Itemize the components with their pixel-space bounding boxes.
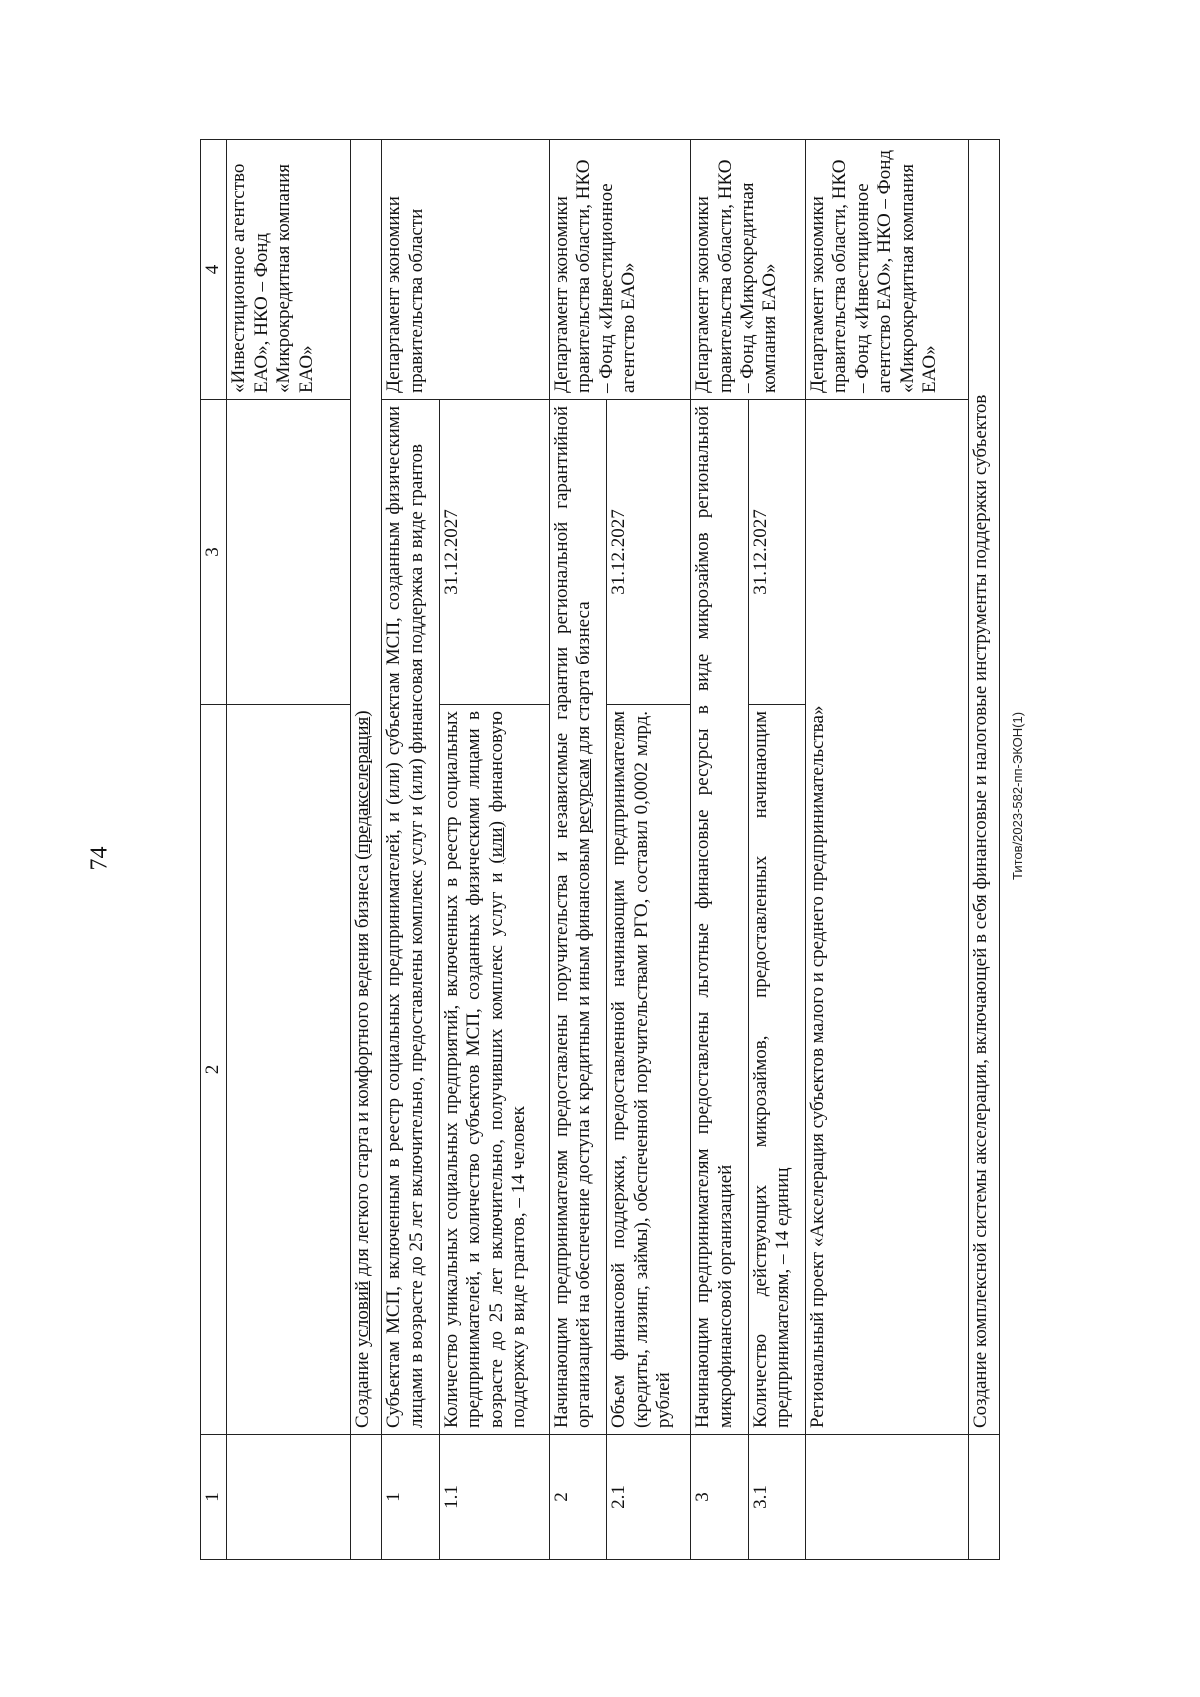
section-title: Создание условий для легкого старта и комфортного ведения бизнеса (предакселерация) [351,140,382,1435]
cell-date: 31.12.2027 [607,400,691,705]
header-col-3: 3 [201,400,227,705]
cell-empty [227,1435,351,1560]
section-title-row [351,140,382,1560]
cell-empty [968,1435,999,1560]
measures-table [200,139,1000,1560]
cell-result: Начинающим предпринимателям предоставлены поручительства и независимые гарантии региональной гарантийной организацией на обеспечение доступа к кредитным и иным финансовым ресурсам для старта бизнеса [550,400,607,1435]
cell-num: 2 [550,1435,607,1560]
cell-org: «Инвестиционное агентство ЕАО», НКО – Фонд «Микрокредитная компания ЕАО» [227,140,351,400]
header-row [201,140,227,1560]
cell-indicator: Количество действующих микрозаймов, предоставленных начинающим предпринимателям, – 14 единиц [748,705,805,1435]
cell-result: Начинающим предпринимателям предоставлены льготные финансовые ресурсы в виде микрозаймов региональной микрофинансовой организацией [691,400,748,1435]
cell-empty [227,705,351,1435]
cell-empty [351,1435,382,1560]
cell-num: 3 [691,1435,748,1560]
cell-date: 31.12.2027 [439,400,549,705]
cell-indicator: Объем финансовой поддержки, предоставленной начинающим предпринимателям (кредиты, лизинг, займы), обеспеченной поручительствами РГО, составил 0,0002 млрд. рублей [607,705,691,1435]
table-row [382,140,439,1560]
header-col-4: 4 [201,140,227,400]
cell-result: Субъектам МСП, включенным в реестр социальных предпринимателей, и (или) субъектам МСП, созданным физическими лицами в возрасте до 25 лет включительно, предоставлены комплекс услуг и (или) финансовая поддержка в виде грантов [382,400,439,1435]
table-row [806,140,969,1560]
cell-num: 2.1 [607,1435,691,1560]
table-row [227,140,351,1560]
document-code: Титов/2023-582-пп-ЭКОН(1) [1010,711,1025,880]
page-number: 74 [86,846,113,871]
cell-org: Департамент экономики правительства области [382,140,550,400]
cell-date: 31.12.2027 [748,400,805,705]
cell-org: Департамент экономики правительства области, НКО – Фонд «Микрокредитная компания ЕАО» [691,140,806,400]
cell-num: 3.1 [748,1435,805,1560]
cell-empty [806,1435,969,1560]
cell-org: Департамент экономики правительства области, НКО – Фонд «Инвестиционное агентство ЕАО», НКО – Фонд «Микрокредитная компания ЕАО» [806,140,969,400]
cell-indicator: Количество уникальных социальных предприятий, включенных в реестр социальных предпринимателей, и количество субъектов МСП, созданных физическими лицами в возрасте до 25 лет включительно, получивших комплекс услуг и (или) финансовую поддержку в виде грантов, – 14 человек [439,705,549,1435]
cell-empty [227,400,351,705]
header-col-1: 1 [201,1435,227,1560]
table-row [550,140,607,1560]
table-row [691,140,748,1560]
section-title-row [968,140,999,1560]
header-col-2: 2 [201,705,227,1435]
project-title: Региональный проект «Акселерация субъектов малого и среднего предпринимательства» [806,400,969,1435]
rotated-table-container [200,140,1000,1560]
section-title: Создание комплексной системы акселерации, включающей в себя финансовые и налоговые инструменты поддержки субъектов [968,140,999,1435]
cell-num: 1 [382,1435,439,1560]
cell-org: Департамент экономики правительства области, НКО – Фонд «Инвестиционное агентство ЕАО» [550,140,691,400]
cell-num: 1.1 [439,1435,549,1560]
